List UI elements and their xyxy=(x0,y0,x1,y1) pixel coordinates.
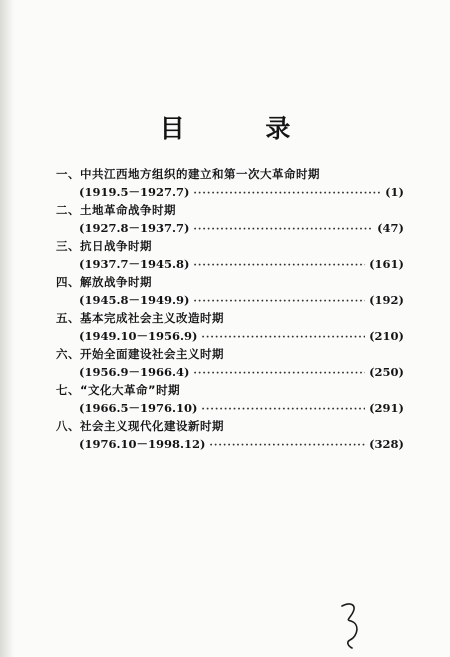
leader-dots xyxy=(193,185,381,203)
page-title: 目 录 xyxy=(159,113,327,143)
toc-entry-page: (192) xyxy=(369,293,404,307)
toc-entry-3[interactable] xyxy=(56,237,404,273)
toc-entry-line xyxy=(56,399,404,417)
leader-dots xyxy=(193,365,365,383)
toc-entry-title: 三、抗日战争时期 xyxy=(56,239,152,253)
toc-entry-period: (1919.5－1927.7) xyxy=(79,185,190,199)
toc-entry-7[interactable] xyxy=(56,381,404,417)
page-edge-shadow xyxy=(0,0,14,657)
toc-entry-page: (250) xyxy=(369,365,404,379)
toc-entry-period: (1956.9－1966.4) xyxy=(79,365,190,379)
toc-entry-period: (1976.10－1998.12) xyxy=(79,437,206,451)
toc-entry-period: (1945.8－1949.9) xyxy=(79,293,190,307)
toc-entry-title: 二、土地革命战争时期 xyxy=(56,203,176,217)
toc-entry-period: (1927.8－1937.7) xyxy=(79,221,190,235)
toc-entry-title: 五、基本完成社会主义改造时期 xyxy=(56,311,224,325)
toc-entry-4[interactable] xyxy=(56,273,404,309)
toc-entry-title: 六、开始全面建设社会主义时期 xyxy=(56,347,224,361)
toc-entry-line xyxy=(56,363,404,381)
toc-entry-page: (161) xyxy=(369,257,404,271)
toc-entry-page: (47) xyxy=(377,221,404,235)
toc-entry-line xyxy=(56,219,404,237)
toc-entry-line xyxy=(56,435,404,453)
toc-entry-title: 七、“文化大革命”时期 xyxy=(56,383,181,397)
toc-entry-8[interactable] xyxy=(56,417,404,453)
toc-entry-5[interactable] xyxy=(56,309,404,345)
toc-entry-2[interactable] xyxy=(56,201,404,237)
toc-entry-title: 四、解放战争时期 xyxy=(56,275,152,289)
leader-dots xyxy=(209,437,365,455)
toc-entry-page: (210) xyxy=(369,329,404,343)
toc-entry-title: 八、社会主义现代化建设新时期 xyxy=(56,419,224,433)
leader-dots xyxy=(193,257,365,275)
handwritten-page-mark xyxy=(338,600,366,650)
toc-entry-1[interactable] xyxy=(56,165,404,201)
toc-entry-line xyxy=(56,255,404,273)
leader-dots xyxy=(201,401,365,419)
leader-dots xyxy=(193,221,373,239)
toc-entry-page: (291) xyxy=(369,401,404,415)
toc-entry-6[interactable] xyxy=(56,345,404,381)
toc-entry-title: 一、中共江西地方组织的建立和第一次大革命时期 xyxy=(56,167,320,181)
toc-entry-period: (1966.5－1976.10) xyxy=(79,401,198,415)
toc-entry-page: (1) xyxy=(385,185,404,199)
toc-entry-line xyxy=(56,327,404,345)
table-of-contents xyxy=(56,165,404,453)
toc-entry-period: (1937.7－1945.8) xyxy=(79,257,190,271)
toc-entry-period: (1949.10－1956.9) xyxy=(79,329,198,343)
toc-entry-line xyxy=(56,183,404,201)
toc-entry-line xyxy=(56,291,404,309)
leader-dots xyxy=(201,329,365,347)
toc-entry-page: (328) xyxy=(369,437,404,451)
